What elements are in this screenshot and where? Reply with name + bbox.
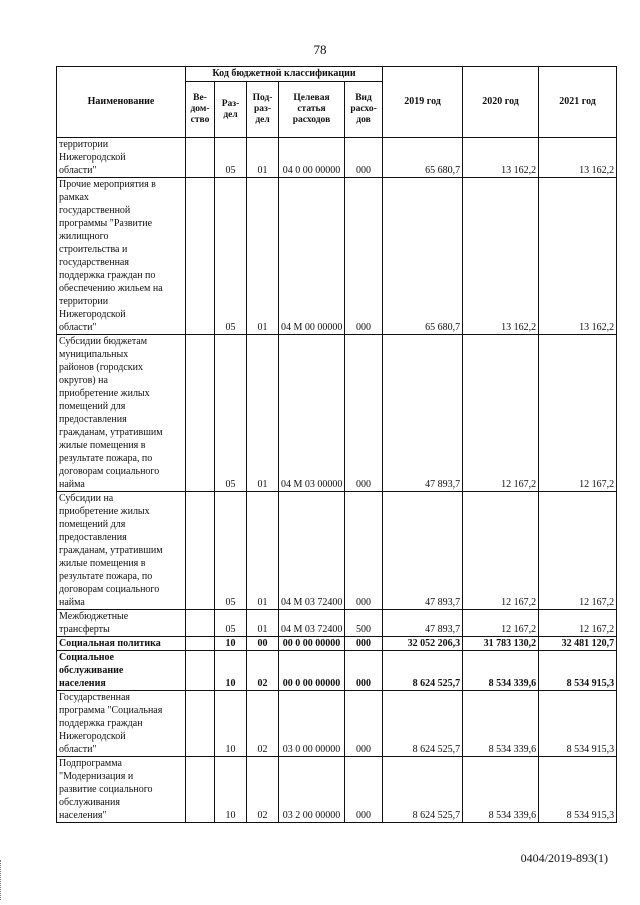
- row-amount-2020: 13 162,2: [463, 138, 539, 178]
- row-razdel: 10: [215, 637, 247, 651]
- row-podrazdel: 01: [247, 335, 279, 492]
- row-amount-2019: 47 893,7: [383, 335, 463, 492]
- row-target-article: 00 0 00 00000: [279, 637, 345, 651]
- col-header-2021: 2021 год: [539, 67, 617, 138]
- table-row: [57, 637, 617, 651]
- row-amount-2021: 8 534 915,3: [539, 691, 617, 757]
- row-podrazdel: 00: [247, 637, 279, 651]
- row-podrazdel: 02: [247, 691, 279, 757]
- row-amount-2021: 8 534 915,3: [539, 757, 617, 823]
- row-name: Субсидии на приобретение жилых помещений для предоставления гражданам, утратившим жилые помещения в результате пожара, по договорам социального найма: [57, 492, 186, 610]
- row-amount-2021: 13 162,2: [539, 178, 617, 335]
- row-amount-2019: 47 893,7: [383, 492, 463, 610]
- table-row: [57, 492, 617, 610]
- col-header-target-article: Целевая статья расходов: [279, 82, 345, 138]
- table-row: [57, 691, 617, 757]
- row-razdel: 05: [215, 138, 247, 178]
- col-header-expense-type: Вид расхо- дов: [345, 82, 383, 138]
- row-podrazdel: 01: [247, 610, 279, 637]
- row-amount-2020: 12 167,2: [463, 492, 539, 610]
- row-expense-type: 500: [345, 610, 383, 637]
- row-amount-2019: 32 052 206,3: [383, 637, 463, 651]
- table-row: [57, 757, 617, 823]
- row-target-article: 00 0 00 00000: [279, 651, 345, 691]
- row-ved: [186, 757, 215, 823]
- row-amount-2019: 8 624 525,7: [383, 651, 463, 691]
- row-amount-2021: 32 481 120,7: [539, 637, 617, 651]
- row-amount-2021: 13 162,2: [539, 138, 617, 178]
- row-amount-2021: 8 534 915,3: [539, 651, 617, 691]
- table-row: [57, 138, 617, 178]
- table-row: [57, 610, 617, 637]
- row-target-article: 03 2 00 00000: [279, 757, 345, 823]
- table-body: [57, 138, 617, 823]
- col-header-ved: Ве- дом- ство: [186, 82, 215, 138]
- row-razdel: 05: [215, 610, 247, 637]
- row-amount-2020: 8 534 339,6: [463, 691, 539, 757]
- row-target-article: 04 М 03 72400: [279, 492, 345, 610]
- row-amount-2021: 12 167,2: [539, 610, 617, 637]
- row-ved: [186, 691, 215, 757]
- row-target-article: 03 0 00 00000: [279, 691, 345, 757]
- row-amount-2020: 12 167,2: [463, 610, 539, 637]
- row-ved: [186, 492, 215, 610]
- document-code: 0404/2019-893(1): [520, 851, 608, 865]
- row-razdel: 10: [215, 691, 247, 757]
- col-header-name: Наименование: [57, 67, 186, 138]
- row-ved: [186, 178, 215, 335]
- table-row: [57, 651, 617, 691]
- row-podrazdel: 01: [247, 178, 279, 335]
- col-header-2020: 2020 год: [463, 67, 539, 138]
- row-expense-type: 000: [345, 138, 383, 178]
- row-amount-2021: 12 167,2: [539, 335, 617, 492]
- col-header-razdel: Раз- дел: [215, 82, 247, 138]
- row-amount-2019: 47 893,7: [383, 610, 463, 637]
- table-row: [57, 178, 617, 335]
- row-target-article: 04 М 00 00000: [279, 178, 345, 335]
- row-name: Государственная программа "Социальная поддержка граждан Нижегородской области": [57, 691, 186, 757]
- row-amount-2019: 65 680,7: [383, 178, 463, 335]
- row-name: Социальное обслуживание населения: [57, 651, 186, 691]
- row-name: территории Нижегородской области": [57, 138, 186, 178]
- row-expense-type: 000: [345, 637, 383, 651]
- row-amount-2021: 12 167,2: [539, 492, 617, 610]
- row-amount-2020: 13 162,2: [463, 178, 539, 335]
- row-expense-type: 000: [345, 178, 383, 335]
- row-amount-2019: 65 680,7: [383, 138, 463, 178]
- row-ved: [186, 138, 215, 178]
- row-ved: [186, 651, 215, 691]
- row-expense-type: 000: [345, 691, 383, 757]
- col-header-budget-code-group: Код бюджетной классификации: [186, 67, 383, 82]
- row-expense-type: 000: [345, 335, 383, 492]
- row-target-article: 04 М 03 72400: [279, 610, 345, 637]
- row-expense-type: 000: [345, 651, 383, 691]
- row-amount-2019: 8 624 525,7: [383, 691, 463, 757]
- row-expense-type: 000: [345, 492, 383, 610]
- row-podrazdel: 01: [247, 492, 279, 610]
- row-ved: [186, 335, 215, 492]
- row-name: Подпрограмма "Модернизация и развитие социального обслуживания населения": [57, 757, 186, 823]
- row-razdel: 05: [215, 492, 247, 610]
- row-ved: [186, 610, 215, 637]
- col-header-podrazdel: Под- раз- дел: [247, 82, 279, 138]
- row-podrazdel: 02: [247, 651, 279, 691]
- row-amount-2020: 12 167,2: [463, 335, 539, 492]
- row-podrazdel: 01: [247, 138, 279, 178]
- row-amount-2020: 8 534 339,6: [463, 757, 539, 823]
- row-name: Межбюджетные трансферты: [57, 610, 186, 637]
- row-razdel: 10: [215, 757, 247, 823]
- row-amount-2020: 31 783 130,2: [463, 637, 539, 651]
- budget-table: [56, 66, 617, 823]
- row-expense-type: 000: [345, 757, 383, 823]
- row-razdel: 05: [215, 335, 247, 492]
- margin-mark: [0, 860, 4, 900]
- row-amount-2020: 8 534 339,6: [463, 651, 539, 691]
- col-header-2019: 2019 год: [383, 67, 463, 138]
- table-header: [57, 67, 617, 138]
- row-target-article: 04 М 03 00000: [279, 335, 345, 492]
- row-ved: [186, 637, 215, 651]
- row-razdel: 10: [215, 651, 247, 691]
- row-name: Субсидии бюджетам муниципальных районов (городских округов) на приобретение жилых помещений для предоставления гражданам, утратившим жилые помещения в результате пожара, по договорам социального найма: [57, 335, 186, 492]
- table-row: [57, 335, 617, 492]
- row-name: Социальная политика: [57, 637, 186, 651]
- row-podrazdel: 02: [247, 757, 279, 823]
- row-name: Прочие мероприятия в рамках государственной программы "Развитие жилищного строительства и государственная поддержка граждан по обеспечению жильем на территории Нижегородской области": [57, 178, 186, 335]
- row-amount-2019: 8 624 525,7: [383, 757, 463, 823]
- page-number: 78: [313, 42, 327, 57]
- row-target-article: 04 0 00 00000: [279, 138, 345, 178]
- row-razdel: 05: [215, 178, 247, 335]
